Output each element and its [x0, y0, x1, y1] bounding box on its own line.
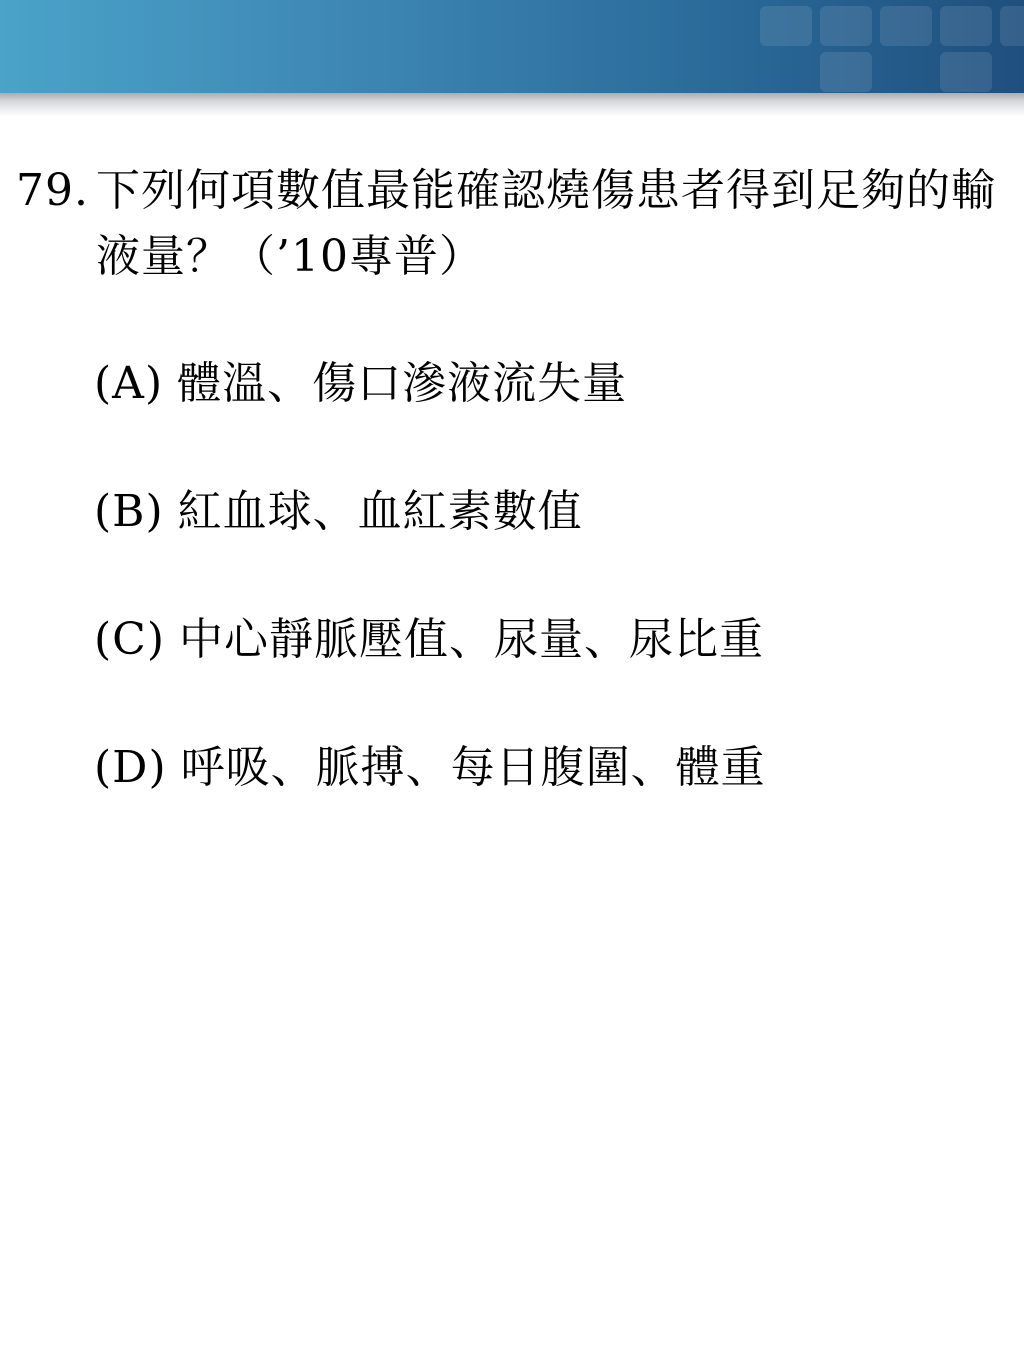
header-shadow — [0, 93, 1024, 117]
option-text: 紅血球、血紅素數值 — [177, 486, 583, 537]
banner-decor-tile — [760, 6, 812, 46]
banner-decor-tile — [1000, 6, 1024, 46]
banner-decor-tile — [820, 6, 872, 46]
option-d — [94, 738, 766, 798]
option-text: 中心靜脈壓值、尿量、尿比重 — [179, 614, 764, 665]
option-a — [94, 354, 627, 414]
option-text: 體溫、傷口滲液流失量 — [177, 358, 628, 409]
option-c — [94, 610, 764, 670]
option-letter: (C) — [94, 614, 165, 665]
banner-decor-tile — [940, 6, 992, 46]
option-letter: (D) — [94, 742, 167, 793]
banner-decor-tile — [820, 52, 872, 92]
banner-decor-tile — [880, 6, 932, 46]
question-number: 79. — [16, 165, 89, 216]
header-banner — [0, 0, 1024, 93]
question-text: 下列何項數值最能確認燒傷患者得到足夠的輸液量？（’10專普） — [96, 165, 996, 282]
option-letter: (B) — [94, 486, 164, 537]
option-text: 呼吸、脈搏、每日腹圍、體重 — [180, 742, 766, 793]
option-b — [94, 482, 583, 542]
option-letter: (A) — [94, 358, 164, 409]
banner-decor-tile — [940, 52, 992, 92]
